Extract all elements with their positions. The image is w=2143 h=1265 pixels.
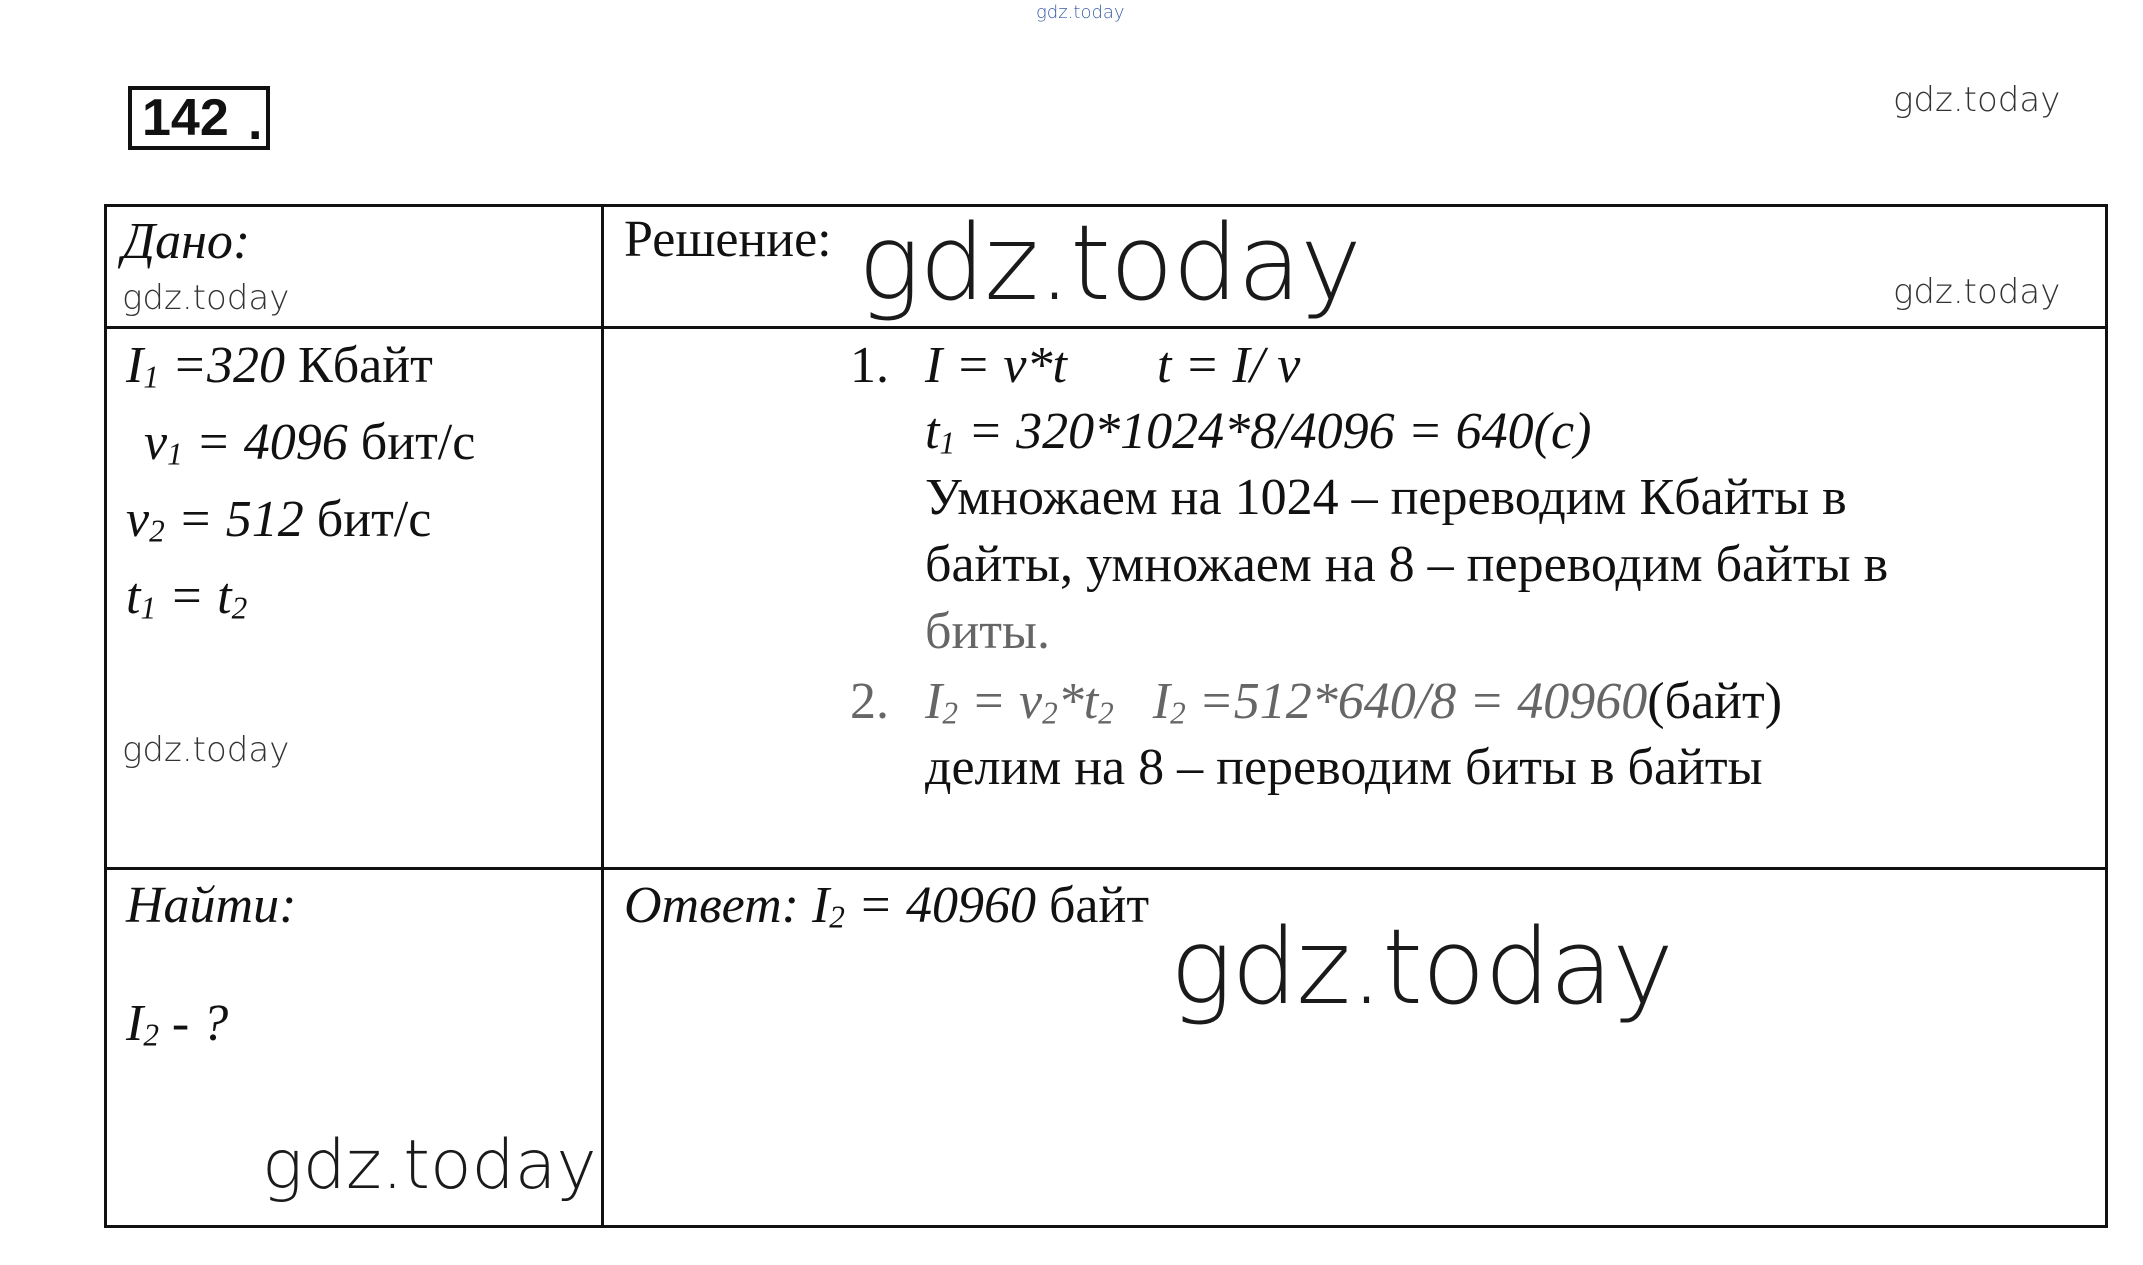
table-border-right (2105, 204, 2108, 1228)
given-line-2: $v_1 = 4096$ бит/с (144, 414, 476, 472)
table-divider-find (104, 867, 2108, 870)
given-line-1: $I_1 =320$ Кбайт (126, 337, 433, 395)
watermark-given-lower: gdz.today (122, 730, 290, 770)
given-header: Дано: (122, 213, 251, 270)
step2-formula: $I_2 = v_2*t_2$ $I_2 =512*640/8$ = 40960(байт) (925, 673, 1783, 731)
find-target: $I_2$ - ? (126, 995, 229, 1053)
given-line-4: $t_1 = t_2$ (126, 568, 248, 626)
find-header: Найти: (126, 877, 297, 934)
problem-number-dot: . (248, 93, 263, 151)
table-divider-header (104, 326, 2108, 329)
step1-note-line2: байты, умножаем на 8 – переводим байты в (925, 536, 1889, 593)
step1-note-line1: Умножаем на 1024 – переводим Кбайты в (925, 469, 1847, 526)
watermark-solution-small: gdz.today (1893, 272, 2061, 312)
watermark-top: gdz.today (1036, 2, 1125, 23)
step2-note: делим на 8 – переводим биты в байты (925, 739, 1763, 796)
step1-note-line3: биты. (925, 603, 1050, 660)
watermark-answer: gdz.today (1170, 906, 1673, 1028)
watermark-solution-large: gdz.today (858, 202, 1361, 324)
step1-formula-a: I = v*t (925, 337, 1067, 394)
answer: Ответ: $I_2 = 40960$ байт (624, 877, 1150, 935)
watermark-top-right: gdz.today (1893, 80, 2061, 120)
watermark-find: gdz.today (262, 1126, 597, 1205)
problem-number: 142 (128, 86, 270, 150)
solution-header: Решение: (624, 211, 832, 268)
step1-calc: $t_1 = 320*1024*8/4096 = 640(c)$ (925, 403, 1592, 461)
step1-formula-b: t = I/ v (1157, 337, 1301, 394)
table-divider-column (601, 204, 604, 1228)
table-border-bottom (104, 1225, 2108, 1228)
table-border-left (104, 204, 107, 1228)
step1-number: 1. (850, 337, 889, 394)
given-line-3: $v_2 = 512$ бит/с (126, 491, 432, 549)
watermark-given: gdz.today (122, 278, 290, 318)
step2-number: 2. (850, 673, 889, 730)
